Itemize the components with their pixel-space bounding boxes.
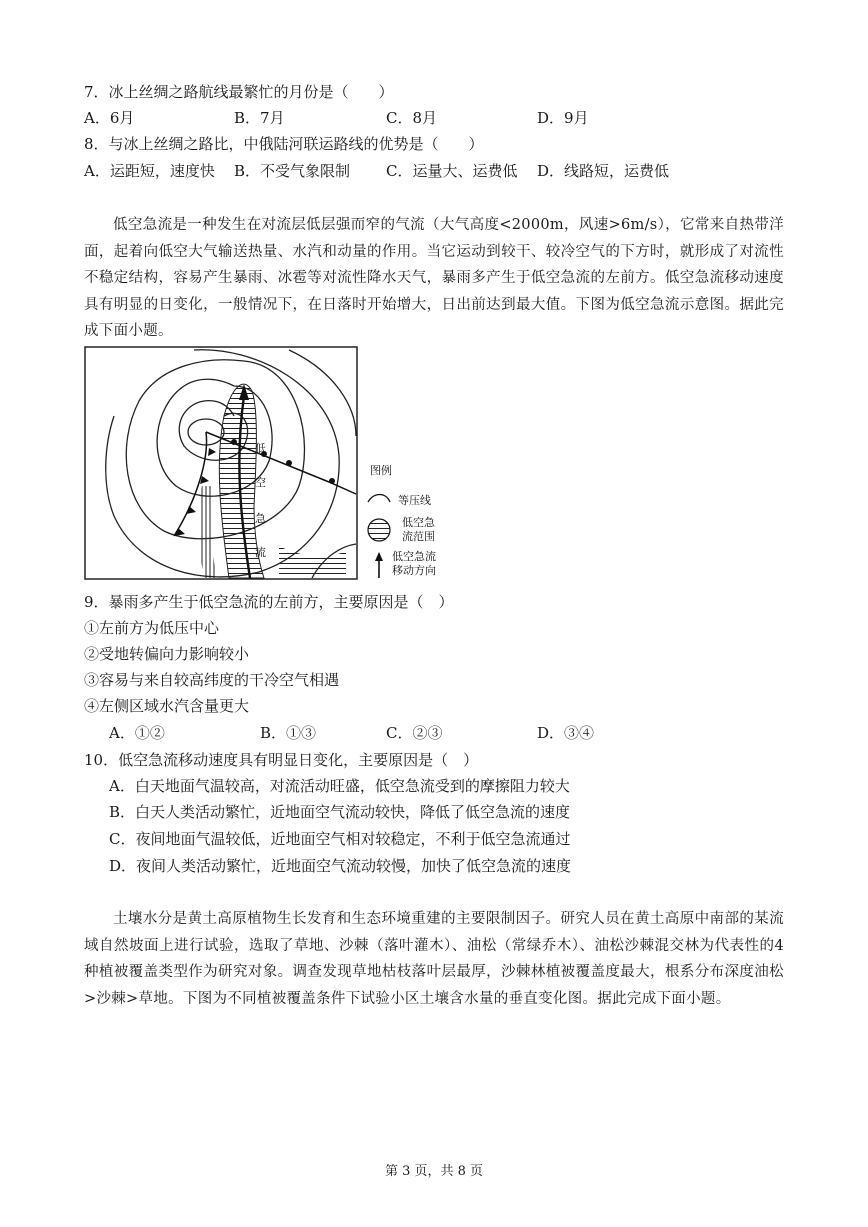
q9-option-b: B．①③	[260, 724, 317, 742]
arrow-legend-head	[375, 552, 383, 561]
q7-option-d: D．9月	[537, 109, 589, 127]
q10-option-b: B．白天人类活动繁忙，近地面空气流动较快，降低了低空急流的速度	[109, 803, 571, 821]
passage-low-level-jet: 低空急流是一种发生在对流层低层强而窄的气流（大气高度<2000m，风速>6m/s），它常来自热带洋面，起着向低空大气输送热量、水汽和动量的作用。当它运动到较干、较冷空气的下方时，就形成了对流性不稳定结构，容易产生暴雨、冰雹等对流性降水天气，暴雨多产生于低空急流的左前方。低空急流移动速度具有明显的日变化，一般情况下，在日落时开始增大，日出前达到最大值。下图为低空急流示意图。据此完成下面小题。	[84, 217, 784, 339]
q10-option-c: C．夜间地面气温较低，近地面空气相对较稳定，不利于低空急流通过	[109, 830, 571, 848]
isobar-legend-icon	[368, 495, 390, 503]
low-level-jet-diagram	[84, 346, 444, 586]
legend	[368, 463, 436, 578]
jet-label-char: 空	[255, 476, 266, 489]
q7-stem: 7．冰上丝绸之路航线最繁忙的月份是（ ）	[84, 83, 394, 101]
jet-label-char: 流	[255, 546, 266, 559]
q7-option-c: C．8月	[386, 109, 438, 127]
legend-direction-line1: 低空急流	[392, 550, 436, 563]
jet-label-char: 急	[255, 512, 266, 525]
jet-label-char: 低	[255, 442, 266, 455]
q8-option-d: D．线路短，运费低	[537, 162, 670, 180]
q8-option-b: B．不受气象限制	[234, 162, 351, 180]
q9-stem: 9．暴雨多产生于低空急流的左前方，主要原因是（ ）	[84, 593, 454, 611]
q8-option-c: C．运量大、运费低	[386, 162, 518, 180]
q9-option-c: C．②③	[386, 724, 443, 742]
jet-range-legend-icon	[368, 519, 390, 541]
legend-range-line2: 流范围	[402, 530, 435, 543]
legend-direction-line2: 移动方向	[392, 564, 436, 577]
q10-option-a: A．白天地面气温较高，对流活动旺盛，低空急流受到的摩擦阻力较大	[109, 777, 570, 795]
front-dot	[231, 439, 237, 445]
q9-option-d: D．③④	[537, 724, 595, 742]
q9-statement-3: ③容易与来自较高纬度的干冷空气相遇	[84, 671, 340, 689]
page-number: 第 3 页，共 8 页	[384, 1164, 484, 1179]
q9-statement-4: ④左侧区域水汽含量更大	[84, 697, 250, 715]
legend-title: 图例	[370, 464, 392, 477]
q9-option-a: A．①②	[109, 724, 165, 742]
front-dot	[286, 460, 292, 466]
q10-option-d: D．夜间人类活动繁忙，近地面空气流动较慢，加快了低空急流的速度	[109, 857, 572, 875]
q9-statement-2: ②受地转偏向力影响较小	[84, 645, 250, 663]
q9-statement-1: ①左前方为低压中心	[84, 619, 220, 637]
q10-stem: 10．低空急流移动速度具有明显日变化，主要原因是（ ）	[84, 751, 479, 769]
q7-option-a: A．6月	[84, 109, 135, 127]
q7-option-b: B．7月	[234, 109, 285, 127]
q8-option-a: A．运距短，速度快	[84, 162, 215, 180]
legend-isobar: 等压线	[398, 494, 431, 507]
front-dot	[329, 478, 335, 484]
legend-range-line1: 低空急	[402, 516, 435, 529]
q8-stem: 8．与冰上丝绸之路比，中俄陆河联运路线的优势是（ ）	[84, 135, 484, 153]
passage-soil-moisture: 土壤水分是黄土高原植物生长发育和生态环境重建的主要限制因子。研究人员在黄土高原中南部的某流域自然坡面上进行试验，选取了草地、沙棘（落叶灌木）、油松（常绿乔木）、油松沙棘混交林为代表性的4种植被覆盖类型作为研究对象。调查发现草地枯枝落叶层最厚，沙棘林植被覆盖度最大，根系分布深度油松>沙棘>草地。下图为不同植被覆盖条件下试验小区土壤含水量的垂直变化图。据此完成下面小题。	[84, 911, 784, 1007]
